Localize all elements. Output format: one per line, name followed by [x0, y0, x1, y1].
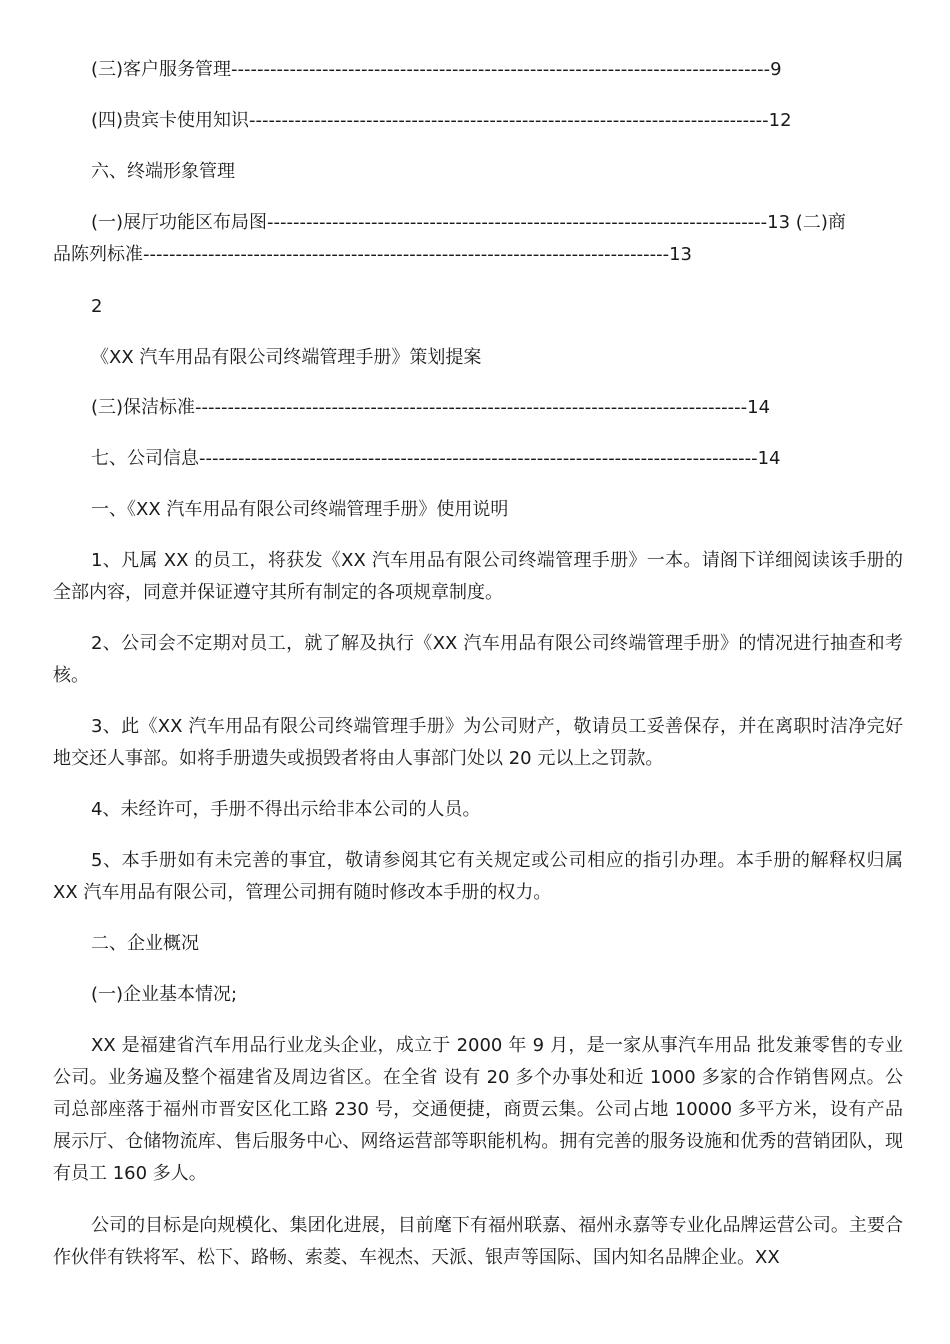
overview-paragraph-1: XX 是福建省汽车用品行业龙头企业，成立于 2000 年 9 月，是一家从事汽车用品 批发兼零售的专业公司。业务遍及整个福建省及周边省区。在全省 设有 20 多个办事处和近 1000 多家的合作销售网点。公司总部座落于福州市晋安区化工路 230 号，交通便捷，商贾云集。公司占地 10000 多平方米，设有产品展示厅、仓储物流库、售后服务中心、网络运营部等职能机构。拥有完善的服务设施和优秀的营销团队，现有员工 160 多人。: [53, 1035, 903, 1184]
usage-paragraph-5: 5、本手册如有未完善的事宜，敬请参阅其它有关规定或公司相应的指引办理。本手册的解释权归属 XX 汽车用品有限公司，管理公司拥有随时修改本手册的权力。: [53, 850, 903, 903]
toc-item-vip-card: (四)贵宾卡使用知识--------------------------------------------------------------------------------12: [91, 110, 792, 131]
page-number: 2: [91, 296, 103, 317]
running-header: 《XX 汽车用品有限公司终端管理手册》策划提案: [91, 347, 482, 368]
toc-item-layout-line1: (一)展厅功能区布局图-----------------------------------------------------------------------------13 (二)商: [91, 212, 846, 233]
section-title-company-overview: 二、企业概况: [91, 933, 199, 954]
usage-paragraph-2: 2、公司会不定期对员工，就了解及执行《XX 汽车用品有限公司终端管理手册》的情况进行抽查和考核。: [53, 633, 903, 686]
section-title-usage: 一、《XX 汽车用品有限公司终端管理手册》使用说明: [91, 499, 509, 520]
toc-section-terminal-image: 六、终端形象管理: [91, 161, 235, 182]
usage-paragraph-4: 4、未经许可，手册不得出示给非本公司的人员。: [91, 799, 481, 820]
overview-paragraph-2: 公司的目标是向规模化、集团化进展，目前麾下有福州联嘉、福州永嘉等专业化品牌运营公司。主要合作伙伴有铁将军、松下、路畅、索菱、车视杰、天派、银声等国际、国内知名品牌企业。XX: [53, 1215, 903, 1268]
subsection-title-basic-info: (一)企业基本情况;: [91, 984, 238, 1005]
toc-item-customer-service: (三)客户服务管理-----------------------------------------------------------------------------------9: [91, 59, 782, 80]
toc-item-layout-line2: 品陈列标准---------------------------------------------------------------------------------13: [53, 244, 693, 265]
toc-item-cleaning: (三)保洁标准-------------------------------------------------------------------------------------14: [91, 397, 771, 418]
usage-paragraph-3: 3、此《XX 汽车用品有限公司终端管理手册》为公司财产，敬请员工妥善保存，并在离职时洁净完好地交还人事部。如将手册遗失或损毁者将由人事部门处以 20 元以上之罚款。: [53, 716, 903, 769]
usage-paragraph-1: 1、凡属 XX 的员工，将获发《XX 汽车用品有限公司终端管理手册》一本。请阁下详细阅读该手册的全部内容，同意并保证遵守其所有制定的各项规章制度。: [53, 550, 903, 603]
toc-item-company-info: 七、公司信息--------------------------------------------------------------------------------------14: [91, 448, 781, 469]
